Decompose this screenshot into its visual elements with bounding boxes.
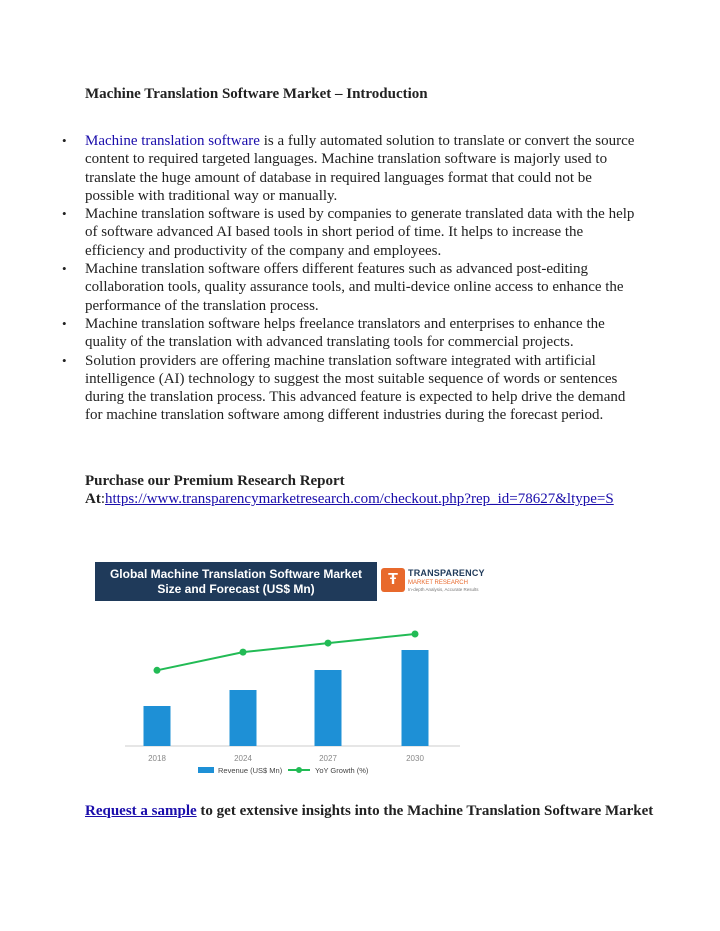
- purchase-at-label: At: [85, 491, 101, 508]
- logo-line3: In-depth Analysis, Accurate Results: [408, 587, 479, 592]
- bullet-text: Machine translation software helps freelance translators and enterprises to enhance the quality of the translation with advanced translating tools for commercial projects.: [85, 315, 605, 351]
- bullet-icon: •: [62, 133, 67, 148]
- yoy-point-2030: [412, 631, 419, 638]
- bullet-text: Machine translation software is used by companies to generate translated data with the help of software advanced AI based tools in short period of time. It helps to increase the efficiency and productivity of the company and employees.: [85, 206, 635, 259]
- list-item: [62, 260, 640, 315]
- bullet-icon: •: [62, 261, 67, 277]
- list-item: [62, 352, 640, 425]
- intro-bullet-list: [62, 132, 640, 425]
- yoy-point-2018: [154, 667, 161, 674]
- legend-revenue-label: Revenue (US$ Mn): [218, 766, 283, 775]
- chart-title-line1: Global Machine Translation Software Market: [109, 567, 363, 581]
- x-tick-label: 2030: [406, 754, 424, 763]
- x-tick-label: 2024: [234, 754, 252, 763]
- yoy-point-2024: [240, 649, 247, 656]
- bullet-text: Machine translation software offers different features such as advanced post-editing collaboration tools, quality assurance tools, and multi-device online access to enhance the performance of the translation process.: [85, 261, 624, 314]
- transparency-logo: [381, 564, 485, 600]
- purchase-colon: :: [100, 491, 105, 508]
- logo-line2: MARKET RESEARCH: [408, 580, 468, 586]
- tmr-logo-icon: Ŧ: [381, 568, 405, 592]
- bar-2030: [402, 650, 429, 746]
- x-tick-label: 2018: [148, 754, 166, 763]
- chart-title-line2: Size and Forecast (US$ Mn): [157, 582, 315, 596]
- bar-2024: [230, 690, 257, 746]
- purchase-label: Purchase our Premium Research Report: [85, 473, 345, 489]
- bar-2027: [315, 670, 342, 746]
- revenue-chart: [95, 602, 485, 787]
- list-item: [62, 315, 640, 352]
- logo-line1: TRANSPARENCY: [408, 568, 485, 578]
- market-chart-image: [95, 562, 485, 787]
- bullet-icon: •: [62, 315, 67, 331]
- bullet-icon: •: [62, 352, 67, 368]
- request-sample-link[interactable]: Request a sample: [85, 803, 197, 819]
- legend-yoy-marker: [296, 767, 302, 773]
- legend-revenue-swatch: [198, 767, 214, 773]
- yoy-point-2027: [325, 640, 332, 647]
- purchase-section: [85, 472, 645, 509]
- x-tick-label: 2027: [319, 754, 337, 763]
- bullet-text: Solution providers are offering machine translation software integrated with artificial intelligence (AI) technology to suggest the most suitable sequence of words or sentences during the translation process. This advanced feature is expected to help drive the demand for machine translation software among different industries during the forecast period.: [85, 352, 626, 424]
- request-sample-section: [85, 802, 655, 820]
- legend-yoy-label: YoY Growth (%): [315, 766, 369, 775]
- bar-2018: [144, 706, 171, 746]
- list-item: [62, 205, 640, 260]
- purchase-report-link[interactable]: https://www.transparencymarketresearch.com/checkout.php?rep_id=78627&ltype=S: [105, 491, 614, 508]
- yoy-growth-line: [157, 634, 415, 670]
- bullet-text: is a fully automated solution to translate or convert the source content to required targeted languages. Machine translation software is majorly used to translate the huge amount of database in required languages format that could not be possible with traditional way or manually.: [85, 133, 635, 204]
- chart-title-banner: [95, 562, 377, 601]
- page-title: Machine Translation Software Market – Introduction: [85, 86, 428, 102]
- request-sample-text: to get extensive insights into the Machine Translation Software Market: [196, 803, 654, 819]
- list-item: [62, 132, 640, 205]
- machine-translation-software-link[interactable]: Machine translation software: [85, 133, 260, 149]
- bullet-icon: •: [62, 206, 67, 222]
